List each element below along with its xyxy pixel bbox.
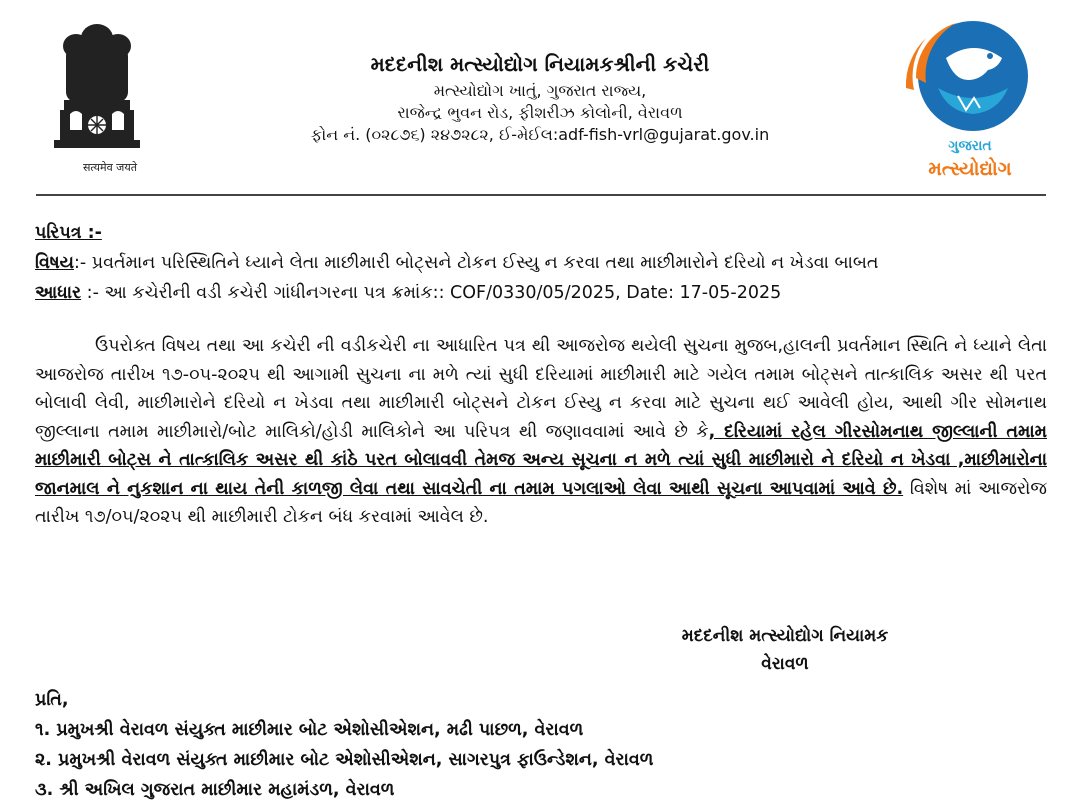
- recipient-item: ૧. પ્રમુખશ્રી વેરાવળ સંયુક્ત માછીમાર બોટ એશોસીએશન, મઢી પાછળ, વેરાવળ: [35, 720, 584, 740]
- subject-text: :- પ્રવર્તમાન પરિસ્થિતિને ધ્યાને લેતા માછીમારી બોટ્સને ટોકન ઈસ્યુ ન કરવા તથા માછીમારોને દરિયો ન ખેડવા બાબત: [73, 253, 879, 273]
- signatory-place: વેરાવળ: [761, 654, 809, 674]
- logo-text-fisheries: મત્સ્યોદ્યોગ: [928, 158, 1012, 180]
- subject-label: વિષય: [35, 253, 74, 273]
- header-divider: [36, 194, 1046, 196]
- signature-block: [620, 622, 950, 678]
- paragraph-highlight: , દરિયામાં રહેલ ગીરસોમનાથ જીલ્લાની તમામ માછીમારી બોટ્સ ને તાત્કાલિક અસર થી કાંઠે પરત બોલાવવી તેમજ અન્ય સૂચના ન મળે ત્યાં સુધી માછીમારો ને દરિયો ન ખેડવા ,માછીમારોના જાનમાલ ને નુકશાન ના થાય તેની કાળજી લેવા તથા સાવચેતી ના તમામ પગલાઓ લેવા આથી સૂચના આપવામાં આવે છે.: [35, 421, 1047, 499]
- contact-line: ફોન નં. (૦૨૮૭૬) ૨૪૭૨૮૨, ઈ-મેઈલ:adf-fish-vrl@gujarat.gov.in: [310, 125, 770, 144]
- paragraph-text-part1: ઉપરોક્ત વિષય તથા આ કચેરી ની વડીકચેરી ના આધારિત પત્ર થી આજરોજ થયેલી સુચના મુજબ,હાલની પ્રવર્તમાન સ્થિતિ ને ધ્યાને લેતા આજરોજ તારીખ ૧૭-૦૫-૨૦૨૫ થી આગામી સુચના ના મળે ત્યાં સુધી દરિયામાં માછીમારી માટે ગયેલ તમામ બોટ્સને તાત્કાલિક અસર થી પરત બોલાવી લેવી, માછીમારોને દરિયો ન ખેડવા તથા માછીમારી બોટ્સને ટોકન ઈસ્યુ ન કરવા માટે સુચના થઈ આવેલી હોય, આથી ગીર સોમનાથ જીલ્લાના તમામ માછીમારો/બોટ માલિકો/હોડી માલિકોને આ પરિપત્ર થી જણાવવામાં આવે છે કે: [35, 336, 1047, 442]
- paragraph-text-part2: વિશેષ માં આજરોજ તારીખ ૧૭/૦૫/૨૦૨૫ થી માછીમારી ટોકન બંધ કરવામાં આવેલ છે.: [35, 478, 1047, 527]
- circular-title-text: પરિપત્ર :-: [35, 223, 102, 243]
- logo-text-gujarat: ગુજરાત: [948, 138, 992, 154]
- reference-label: આધાર: [35, 283, 82, 303]
- reference-text: :- આ કચેરીની વડી કચેરી ગાંધીનગરના પત્ર ક્રમાંક:: COF/0330/05/2025, Date: 17-05-2025: [81, 283, 782, 303]
- address-line: રાજેન્દ્ર ભુવન રોડ, ફીશરીઝ કોલોની, વેરાવળ: [397, 103, 683, 122]
- circular-body: [35, 218, 1047, 532]
- national-emblem-icon: [40, 10, 155, 180]
- letterhead: [230, 52, 850, 146]
- recipient-list: [35, 685, 1035, 805]
- signatory-designation: મદદનીશ મત્સ્યોદ્યોગ નિયામક: [681, 626, 889, 646]
- main-paragraph: [35, 332, 1047, 532]
- office-name: મદદનીશ મત્સ્યોદ્યોગ નિયામકશ્રીની કચેરી: [370, 52, 710, 76]
- subject-line: [35, 248, 1047, 278]
- circular-title: [35, 218, 1047, 248]
- emblem-motto: सत्यमेव जयते: [82, 161, 137, 174]
- recipient-item: ૩. શ્રી અખિલ ગુજરાત માછીમાર મહામંડળ, વેરાવળ: [35, 780, 395, 800]
- recipient-item: ૨. પ્રમુખશ્રી વેરાવળ સંયુક્ત માછીમાર બોટ એશોસીએશન, સાગરપુત્ર ફાઉન્ડેશન, વેરાવળ: [35, 750, 654, 770]
- recipient-to-label: પ્રતિ,: [35, 690, 69, 710]
- reference-line: [35, 278, 1047, 308]
- department-line: મત્સ્યોદ્યોગ ખાતું, ગુજરાત રાજ્ય,: [433, 81, 647, 100]
